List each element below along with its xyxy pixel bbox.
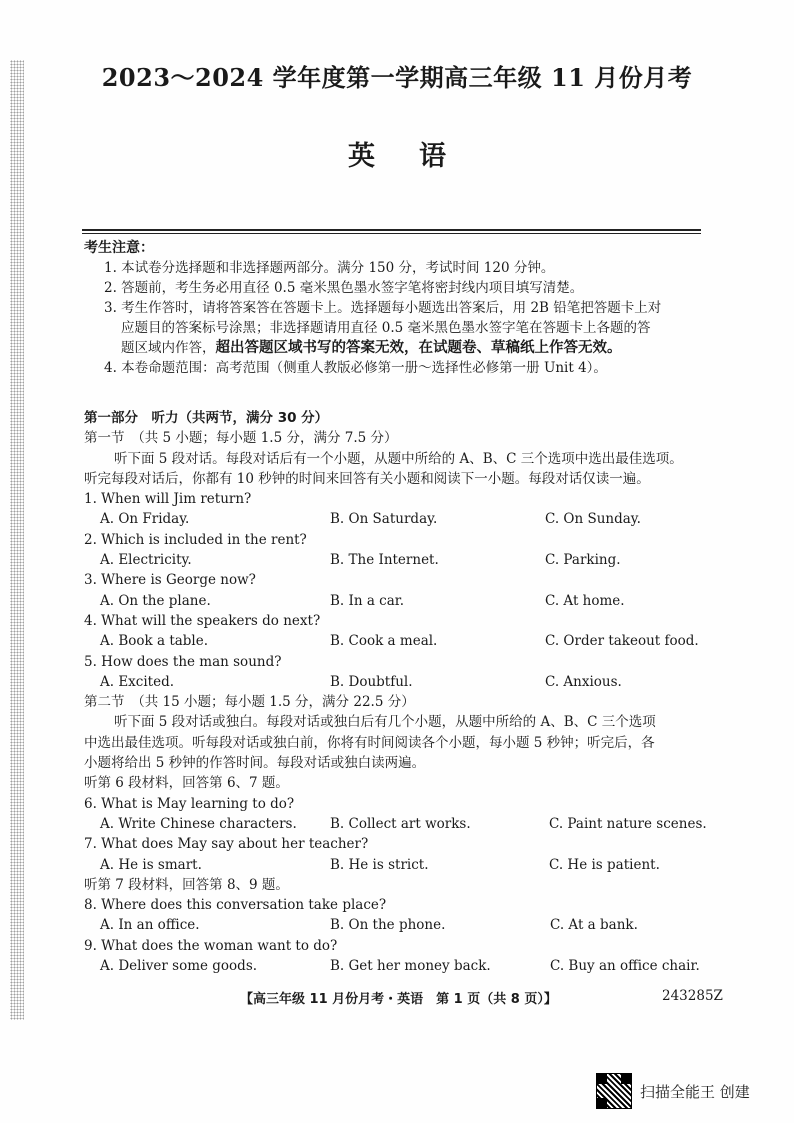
option-c: C. Order takeout food. bbox=[545, 633, 699, 650]
question-options bbox=[84, 550, 714, 570]
question-stem: 2. Which is included in the rent? bbox=[84, 531, 307, 548]
option-b: B. He is strict. bbox=[330, 856, 429, 873]
notice-text: 题区域内作答， bbox=[121, 340, 216, 356]
question-stem: 9. What does the woman want to do? bbox=[84, 937, 338, 954]
instruction: 听完每段对话后，你都有 10 秒钟的时间来回答有关小题和阅读下一小题。每段对话仅读一遍。 bbox=[84, 470, 650, 487]
option-b: B. Cook a meal. bbox=[330, 633, 438, 650]
notice-heading: 考生注意： bbox=[84, 240, 154, 256]
divider bbox=[82, 229, 701, 231]
subject-char: 语 bbox=[419, 141, 446, 172]
notice-item: 4. 本卷命题范围：高考范围（侧重人教版必修第一册～选择性必修第一册 Unit 4）。 bbox=[104, 360, 607, 376]
option-a: A. Excited. bbox=[100, 673, 175, 690]
option-a: A. On Friday. bbox=[100, 511, 190, 528]
option-a: A. Deliver some goods. bbox=[100, 958, 258, 975]
question-stem: 6. What is May learning to do? bbox=[84, 795, 295, 812]
question-options bbox=[84, 915, 714, 935]
binding-margin-strip bbox=[10, 60, 24, 1020]
notice-item: 2. 答题前，考生务必用直径 0.5 毫米黑色墨水签字笔将密封线内项目填写清楚。 bbox=[104, 280, 584, 296]
option-c: C. Anxious. bbox=[545, 673, 622, 690]
option-b: B. Get her money back. bbox=[330, 958, 491, 975]
part-heading: 第一部分 听力（共两节，满分 30 分） bbox=[84, 410, 329, 426]
notice-item-continued bbox=[84, 338, 704, 358]
question-options bbox=[84, 814, 714, 834]
option-b: B. On the phone. bbox=[330, 917, 446, 934]
section-heading: 第二节 （共 15 小题；每小题 1.5 分，满分 22.5 分） bbox=[84, 694, 415, 711]
question-stem: 7. What does May say about her teacher? bbox=[84, 836, 369, 853]
instruction: 听下面 5 段对话或独白。每段对话或独白后有几个小题，从题中所给的 A、B、C 三个选项 bbox=[114, 714, 656, 731]
option-c: C. Buy an office chair. bbox=[550, 958, 700, 975]
option-b: B. In a car. bbox=[330, 592, 405, 609]
listening-part bbox=[84, 408, 714, 976]
option-c: C. On Sunday. bbox=[545, 511, 641, 528]
question-options bbox=[84, 855, 714, 875]
question-group bbox=[84, 489, 714, 692]
option-c: C. At home. bbox=[545, 592, 625, 609]
option-c: C. Paint nature scenes. bbox=[549, 815, 707, 832]
option-a: A. Write Chinese characters. bbox=[100, 815, 297, 832]
section-heading: 第一节 （共 5 小题；每小题 1.5 分，满分 7.5 分） bbox=[84, 430, 398, 447]
question-options bbox=[84, 509, 714, 529]
instruction: 小题将给出 5 秒钟的作答时间。每段对话或独白读两遍。 bbox=[84, 755, 426, 772]
exam-title: 2023～2024 学年度第一学期高三年级 11 月份月考 bbox=[101, 63, 693, 92]
question-options bbox=[84, 672, 714, 692]
question-options bbox=[84, 956, 714, 976]
notice-item-continued: 应题目的答案标号涂黑；非选择题请用直径 0.5 毫米黑色墨水签字笔在答题卡上各题的答 bbox=[121, 320, 651, 336]
option-b: B. On Saturday. bbox=[330, 511, 438, 528]
question-stem: 5. How does the man sound? bbox=[84, 653, 282, 670]
notice-item: 1. 本试卷分选择题和非选择题两部分。满分 150 分，考试时间 120 分钟。 bbox=[104, 260, 555, 276]
question-stem: 3. Where is George now? bbox=[84, 572, 256, 589]
notice-section bbox=[84, 238, 704, 378]
question-options bbox=[84, 591, 714, 611]
subject-char: 英 bbox=[348, 141, 375, 172]
question-stem: 1. When will Jim return? bbox=[84, 491, 252, 508]
footer-code: 243285Z bbox=[662, 988, 723, 1004]
question-options bbox=[84, 631, 714, 651]
subject-title bbox=[0, 134, 794, 173]
option-a: A. In an office. bbox=[100, 917, 200, 934]
divider bbox=[82, 233, 701, 234]
material-heading: 听第 6 段材料，回答第 6、7 题。 bbox=[84, 775, 289, 792]
question-stem: 8. Where does this conversation take place? bbox=[84, 897, 387, 914]
option-a: A. Book a table. bbox=[100, 633, 209, 650]
footer-page-info: 【高三年级 11 月份月考・英语 第 1 页（共 8 页）】 bbox=[240, 992, 557, 1007]
option-b: B. Collect art works. bbox=[330, 815, 471, 832]
notice-item: 3. 考生作答时，请将答案答在答题卡上。选择题每小题选出答案后，用 2B 铅笔把答题卡上对 bbox=[104, 300, 662, 316]
option-c: C. At a bank. bbox=[550, 917, 638, 934]
option-a: A. On the plane. bbox=[100, 592, 211, 609]
qr-code-icon bbox=[596, 1073, 632, 1109]
instruction: 中选出最佳选项。听每段对话或独白前，你将有时间阅读各个小题，每小题 5 秒钟；听完后，各 bbox=[84, 734, 655, 751]
question-group bbox=[84, 794, 714, 875]
option-a: A. He is smart. bbox=[100, 856, 202, 873]
watermark-text: 扫描全能王 创建 bbox=[640, 1082, 750, 1101]
material-heading: 听第 7 段材料，回答第 8、9 题。 bbox=[84, 876, 289, 893]
option-b: B. The Internet. bbox=[330, 552, 439, 569]
question-stem: 4. What will the speakers do next? bbox=[84, 612, 321, 629]
notice-emphasis: 超出答题区域书写的答案无效，在试题卷、草稿纸上作答无效。 bbox=[215, 340, 622, 356]
option-c: C. He is patient. bbox=[549, 856, 660, 873]
option-a: A. Electricity. bbox=[100, 552, 192, 569]
scanner-watermark bbox=[596, 1073, 750, 1109]
option-c: C. Parking. bbox=[545, 552, 621, 569]
option-b: B. Doubtful. bbox=[330, 673, 413, 690]
instruction: 听下面 5 段对话。每段对话后有一个小题，从题中所给的 A、B、C 三个选项中选出最佳选项。 bbox=[114, 450, 683, 467]
question-group bbox=[84, 895, 714, 976]
